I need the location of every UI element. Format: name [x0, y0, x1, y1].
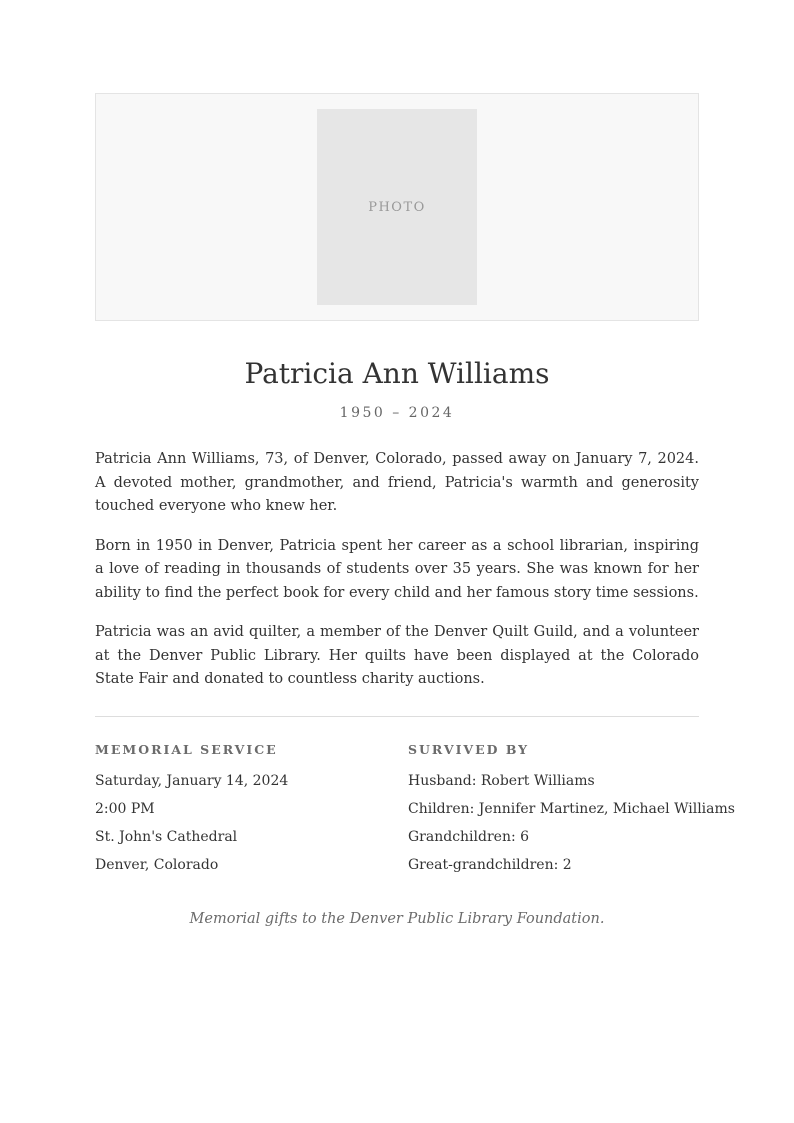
survived-by-item: Great-grandchildren: 2: [408, 856, 572, 873]
survived-by-list: [408, 767, 735, 879]
obituary-paragraph: Patricia Ann Williams, 73, of Denver, Colorado, passed away on January 7, 2024. A devoted mother, grandmother, and friend, Patricia's warmth and generosity touched everyone who knew her.: [95, 451, 699, 514]
life-dates: 1950 – 2024: [339, 405, 455, 421]
survived-by-item: Husband: Robert Williams: [408, 772, 595, 789]
memorial-service-heading: MEMORIAL SERVICE: [95, 741, 278, 757]
memorial-service-section: [95, 742, 408, 879]
details-columns: [95, 741, 735, 879]
deceased-name: Patricia Ann Williams: [244, 357, 550, 390]
memorial-service-list: [95, 767, 408, 879]
survived-by-item: Grandchildren: 6: [408, 828, 530, 845]
memorial-service-item: 2:00 PM: [95, 800, 155, 817]
memorial-service-item: Saturday, January 14, 2024: [95, 772, 289, 789]
obituary-text: [95, 448, 699, 692]
memorial-service-item: Denver, Colorado: [95, 856, 219, 873]
memorial-service-item: St. John's Cathedral: [95, 828, 238, 845]
memorial-gifts-note: Memorial gifts to the Denver Public Library Foundation.: [189, 910, 605, 927]
photo-banner: [95, 93, 699, 321]
obituary-paragraph: Patricia was an avid quilter, a member of the Denver Quilt Guild, and a volunteer at the Denver Public Library. Her quilts have been displayed at the Colorado State Fair and donated to countless charity auctions.: [95, 624, 699, 687]
photo-placeholder-label: PHOTO: [368, 199, 426, 215]
survived-by-item: Children: Jennifer Martinez, Michael Williams: [408, 800, 735, 817]
photo-placeholder: [317, 109, 477, 305]
obituary-page: [95, 0, 735, 927]
survived-by-heading: SURVIVED BY: [408, 741, 530, 757]
survived-by-section: [408, 742, 735, 879]
section-divider: [95, 716, 699, 717]
obituary-paragraph: Born in 1950 in Denver, Patricia spent her career as a school librarian, inspiring a love of reading in thousands of students over 35 years. She was known for her ability to find the perfect book for every child and her famous story time sessions.: [95, 537, 699, 601]
